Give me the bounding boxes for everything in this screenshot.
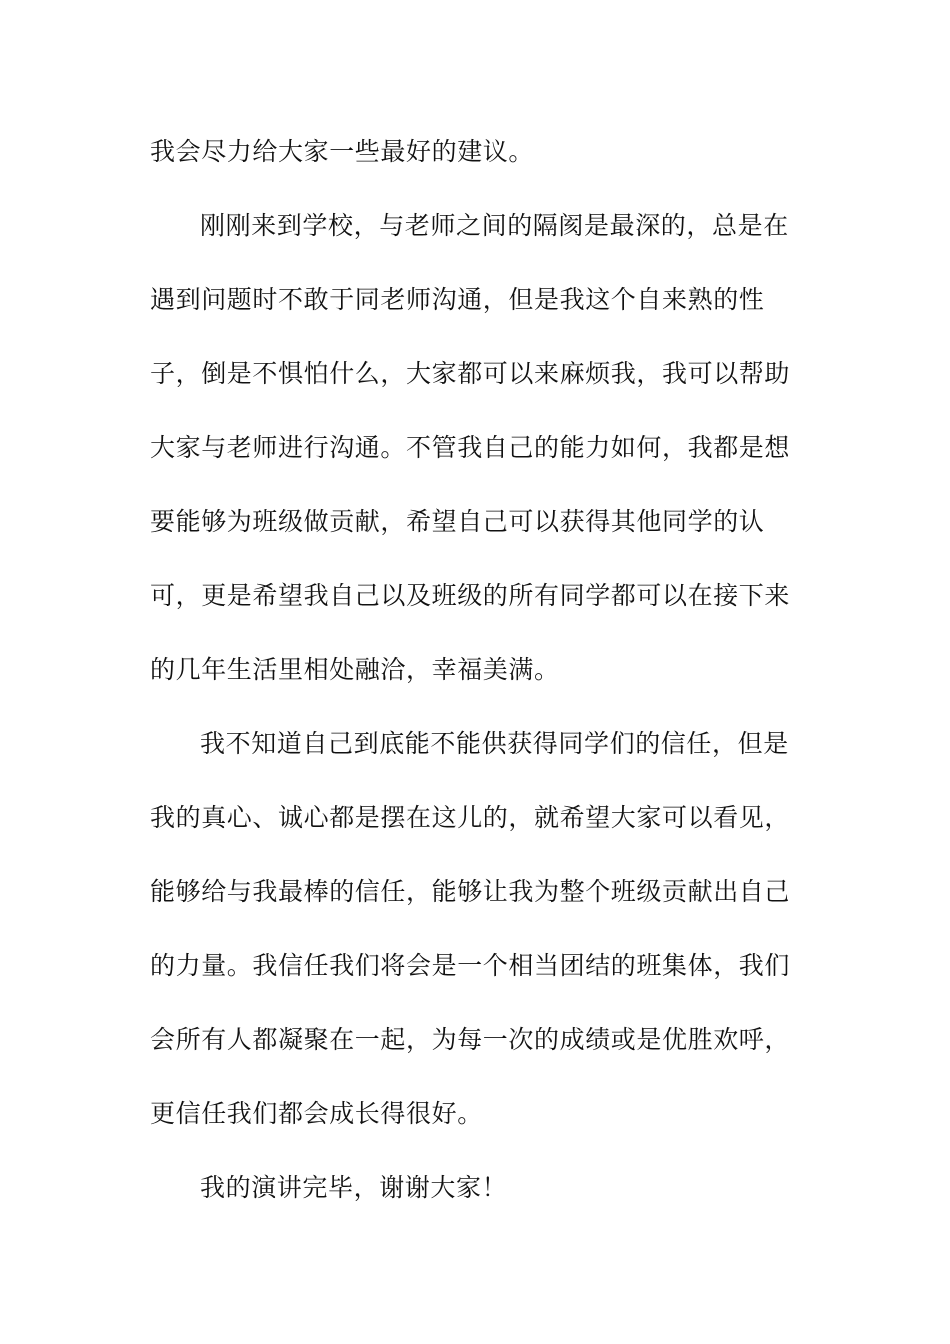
text-line: 我的真心、诚心都是摆在这儿的，就希望大家可以看见， (150, 803, 791, 832)
text-line: 子，倒是不惧怕什么，大家都可以来麻烦我，我可以帮助 (150, 359, 791, 388)
text-line: 要能够为班级做贡献，希望自己可以获得其他同学的认 (150, 507, 765, 536)
text-line: 遇到问题时不敢于同老师沟通，但是我这个自来熟的性 (150, 285, 765, 314)
text-line: 会所有人都凝聚在一起，为每一次的成绩或是优胜欢呼， (150, 1025, 791, 1054)
text-line: 能够给与我最棒的信任，能够让我为整个班级贡献出自己 (150, 877, 791, 906)
text-line: 刚刚来到学校，与老师之间的隔阂是最深的，总是在 (200, 211, 789, 240)
text-line: 我会尽力给大家一些最好的建议。 (150, 137, 535, 166)
text-line: 大家与老师进行沟通。不管我自己的能力如何，我都是想 (150, 433, 791, 462)
text-line: 的力量。我信任我们将会是一个相当团结的班集体，我们 (150, 951, 791, 980)
document-body (150, 115, 790, 1225)
text-line: 我的演讲完毕，谢谢大家！ (200, 1173, 508, 1202)
text-line: 更信任我们都会成长得很好。 (150, 1099, 483, 1128)
text-line: 可，更是希望我自己以及班级的所有同学都可以在接下来 (150, 581, 791, 610)
text-line: 的几年生活里相处融洽，幸福美满。 (150, 655, 560, 684)
text-line: 我不知道自己到底能不能供获得同学们的信任，但是 (200, 729, 789, 758)
